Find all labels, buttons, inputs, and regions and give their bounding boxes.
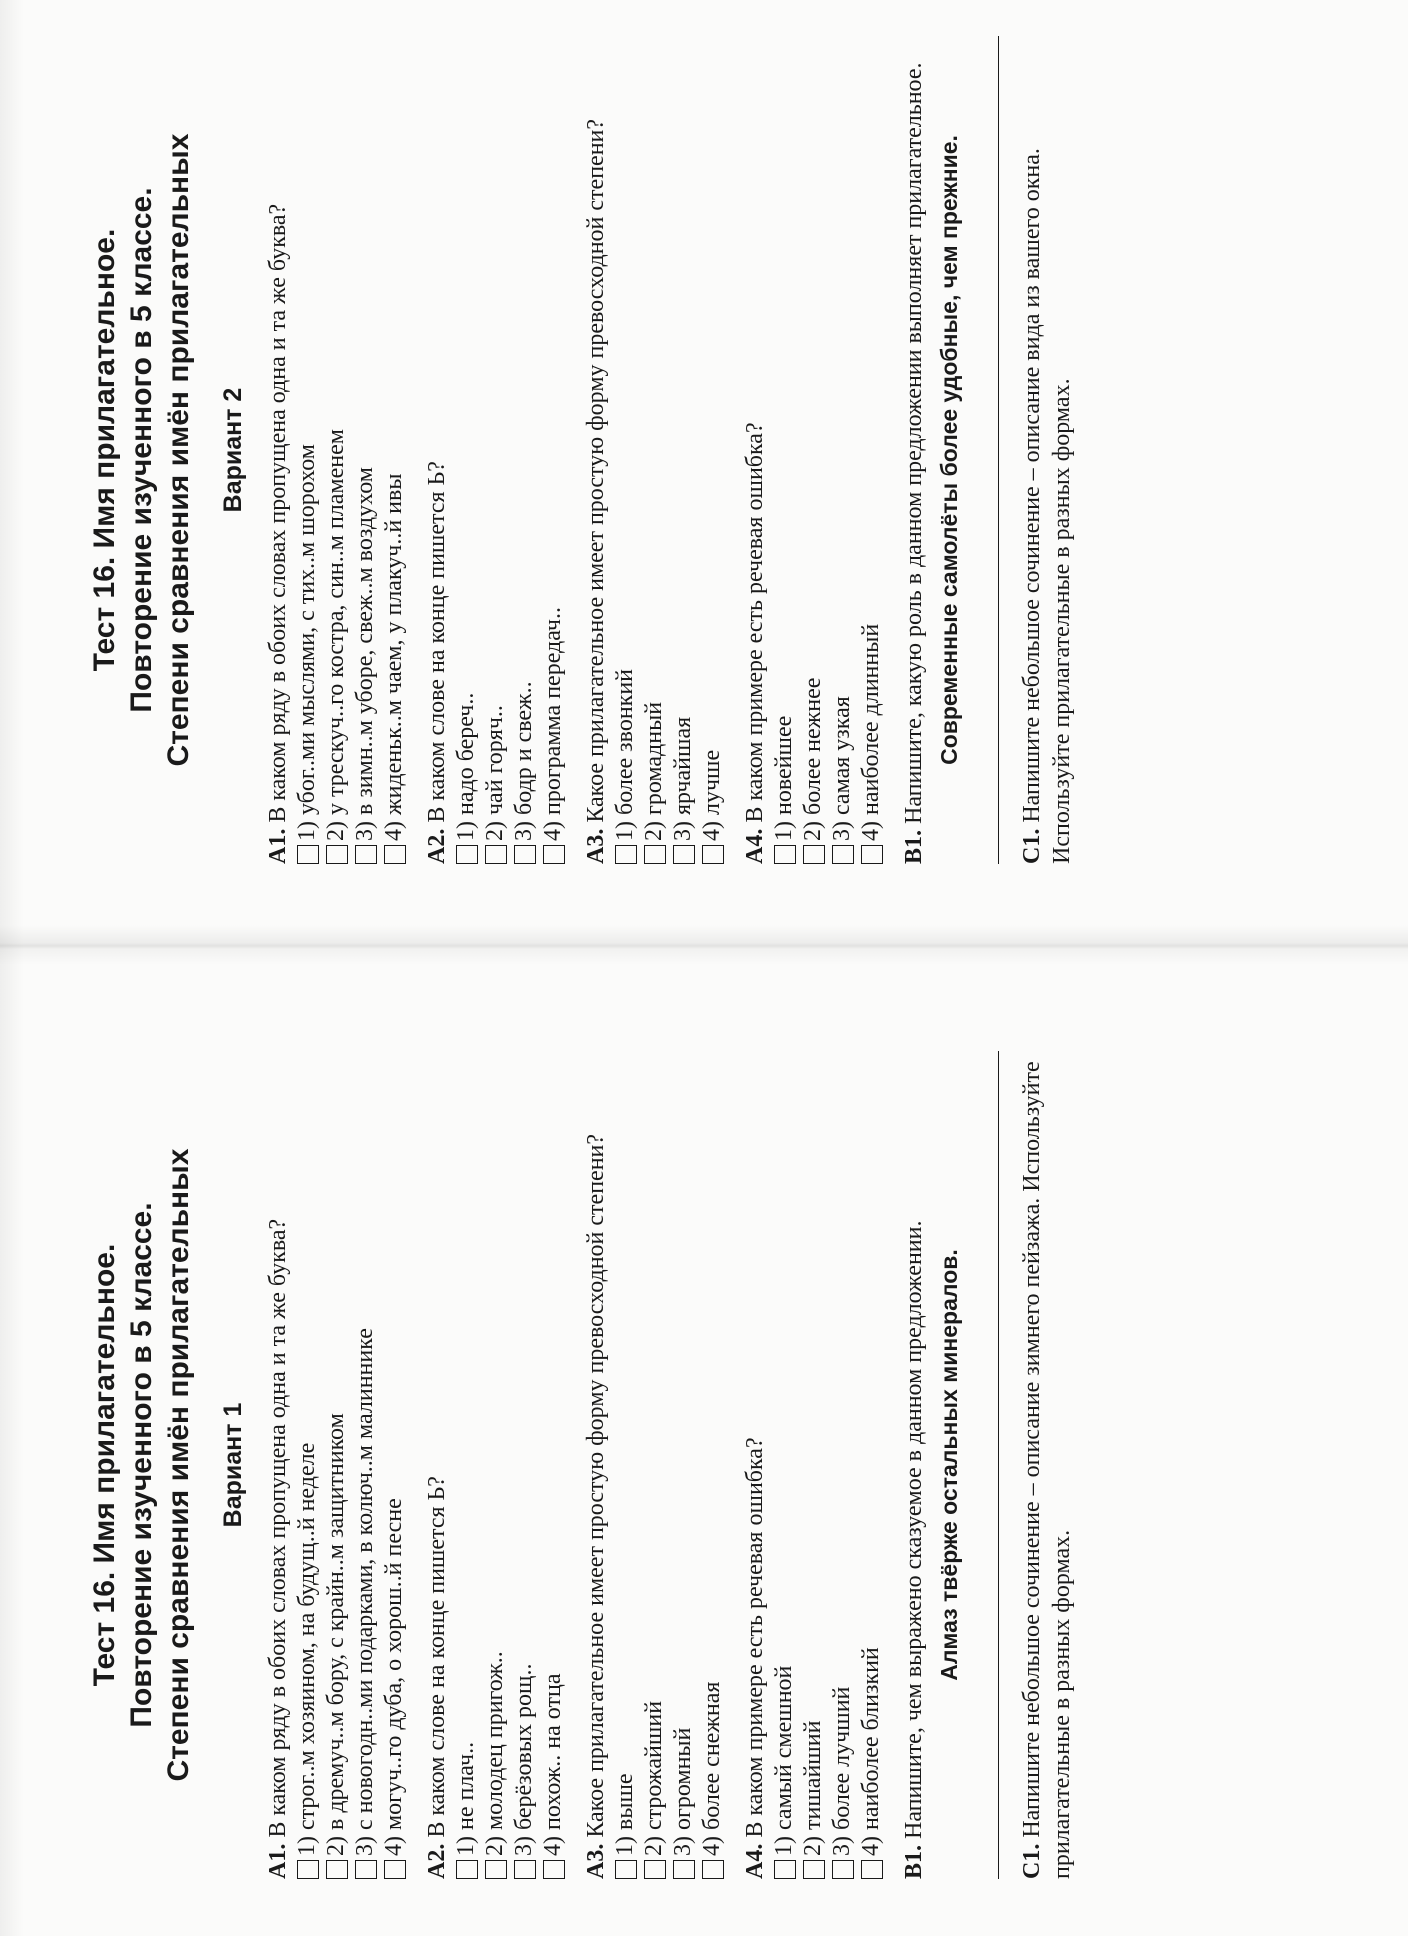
question-number: С1. (1019, 828, 1045, 864)
question-a4 (741, 1051, 886, 1879)
option-label: 3) огромный (670, 1727, 696, 1856)
option-label: 4) жиденьк..м чаем, у плакуч..й ивы (381, 473, 407, 841)
question-text (582, 36, 611, 864)
answer-option[interactable] (828, 36, 857, 864)
option-label: 2) молодец пригож.. (482, 1651, 508, 1856)
option-label: 3) бодр и свеж.. (511, 681, 537, 841)
answer-option[interactable] (669, 1051, 698, 1879)
question-body: Напишите небольшое сочинение – описание вида из вашего окна. Используйте прилагательные в разных формах. (1019, 148, 1075, 864)
option-label: 2) у трескуч..го костра, син..м пламенем (323, 429, 349, 841)
answer-option[interactable] (770, 36, 799, 864)
question-a1 (264, 1051, 409, 1879)
question-number: А1. (265, 828, 291, 864)
answer-checkbox[interactable] (673, 845, 695, 864)
question-number: А4. (742, 1843, 768, 1879)
question-number: В1. (901, 829, 927, 864)
answer-checkbox[interactable] (861, 1860, 883, 1879)
answer-option[interactable] (481, 1051, 510, 1879)
option-label: 2) в дремуч..м бору, с крайн..м защитником (323, 1413, 349, 1856)
variant-2-page (80, 10, 1200, 890)
answer-checkbox[interactable] (485, 1860, 507, 1879)
answer-checkbox[interactable] (702, 1860, 724, 1879)
page-fold (0, 925, 1408, 965)
question-number: А3. (583, 828, 609, 864)
answer-option[interactable] (640, 1051, 669, 1879)
question-c1 (1017, 36, 1077, 864)
option-label: 4) наиболее близкий (858, 1647, 884, 1856)
answer-option[interactable] (828, 1051, 857, 1879)
option-label: 1) самый смешной (771, 1665, 797, 1856)
question-body: В каком примере есть речевая ошибка? (742, 1437, 768, 1844)
answer-checkbox[interactable] (514, 845, 536, 864)
answer-option[interactable] (293, 1051, 322, 1879)
question-body: В каком слове на конце пишется Ь? (424, 1476, 450, 1844)
answer-option[interactable] (539, 36, 568, 864)
option-label: 2) тишайший (800, 1720, 826, 1856)
test-topic: Степени сравнения имён прилагательных (162, 1148, 195, 1782)
answer-checkbox[interactable] (673, 1860, 695, 1879)
option-label: 2) громадный (641, 701, 667, 841)
question-number: А2. (424, 1843, 450, 1879)
answer-checkbox[interactable] (644, 845, 666, 864)
question-text (264, 36, 293, 864)
option-label: 4) могуч..го дуба, о хорош..й песне (381, 1498, 407, 1856)
option-label: 1) строг..м хозяином, на будущ..й неделе (294, 1442, 320, 1856)
answer-option[interactable] (611, 36, 640, 864)
answer-option[interactable] (510, 36, 539, 864)
question-text (741, 36, 770, 864)
question-number: В1. (901, 1844, 927, 1879)
question-body: В каком ряду в обоих словах пропущена одна и та же буква? (265, 203, 291, 829)
option-label: 4) лучше (699, 749, 725, 841)
answer-option[interactable] (698, 36, 727, 864)
answer-checkbox[interactable] (615, 845, 637, 864)
question-body: В каком слове на конце пишется Ь? (424, 461, 450, 829)
question-body: Какое прилагательное имеет простую форму превосходной степени? (583, 1133, 609, 1844)
answer-checkbox[interactable] (774, 845, 796, 864)
question-number: А1. (265, 1843, 291, 1879)
question-body: Напишите небольшое сочинение – описание зимнего пейзажа. Используйте прилагательные в разных формах. (1019, 1061, 1075, 1879)
question-b1 (900, 36, 964, 864)
answer-checkbox[interactable] (543, 845, 565, 864)
question-body: Напишите, какую роль в данном предложении выполняет прилагательное. (901, 62, 927, 830)
option-label: 1) выше (612, 1773, 638, 1856)
test-title: Тест 16. Имя прилагательное. (88, 228, 121, 672)
answer-line (998, 1051, 999, 1879)
answer-line (998, 36, 999, 864)
question-a3 (582, 1051, 727, 1879)
answer-option[interactable] (452, 1051, 481, 1879)
scan-edge-shadow (0, 0, 24, 1936)
question-number: А2. (424, 828, 450, 864)
question-a2 (423, 36, 568, 864)
answer-option[interactable] (351, 36, 380, 864)
option-label: 4) похож.. на отца (540, 1673, 566, 1856)
answer-checkbox[interactable] (543, 1860, 565, 1879)
answer-checkbox[interactable] (326, 845, 348, 864)
answer-checkbox[interactable] (803, 1860, 825, 1879)
option-label: 1) не плач.. (453, 1741, 479, 1856)
answer-option[interactable] (669, 36, 698, 864)
answer-option[interactable] (293, 36, 322, 864)
question-number: А4. (742, 828, 768, 864)
question-a3 (582, 36, 727, 864)
test-subtitle: Повторение изученного в 5 классе. (125, 187, 158, 713)
answer-checkbox[interactable] (355, 845, 377, 864)
answer-option[interactable] (322, 36, 351, 864)
question-a1 (264, 36, 409, 864)
question-text (900, 36, 929, 864)
answer-option[interactable] (351, 1051, 380, 1879)
answer-checkbox[interactable] (456, 845, 478, 864)
answer-checkbox[interactable] (355, 1860, 377, 1879)
answer-checkbox[interactable] (326, 1860, 348, 1879)
answer-option[interactable] (380, 36, 409, 864)
question-number: С1. (1019, 1843, 1045, 1879)
answer-option[interactable] (322, 1051, 351, 1879)
option-label: 3) ярчайшая (670, 716, 696, 841)
answer-option[interactable] (640, 36, 669, 864)
answer-checkbox[interactable] (615, 1860, 637, 1879)
variant-label: Вариант 2 (219, 387, 247, 513)
question-body: В каком примере есть речевая ошибка? (742, 422, 768, 829)
option-label: 1) более звонкий (612, 668, 638, 841)
answer-option[interactable] (380, 1051, 409, 1879)
test-title: Тест 16. Имя прилагательное. (88, 1243, 121, 1687)
question-a4 (741, 36, 886, 864)
answer-option[interactable] (770, 1051, 799, 1879)
answer-option[interactable] (510, 1051, 539, 1879)
answer-option[interactable] (799, 1051, 828, 1879)
answer-checkbox[interactable] (297, 1860, 319, 1879)
variant-label: Вариант 1 (219, 1402, 247, 1528)
question-text (423, 1051, 452, 1879)
answer-checkbox[interactable] (832, 1860, 854, 1879)
answer-checkbox[interactable] (803, 845, 825, 864)
answer-option[interactable] (481, 36, 510, 864)
option-label: 1) убог..ми мыслями, с тих..м шорохом (294, 444, 320, 841)
test-topic: Степени сравнения имён прилагательных (162, 133, 195, 767)
question-text (582, 1051, 611, 1879)
answer-checkbox[interactable] (514, 1860, 536, 1879)
answer-checkbox[interactable] (485, 845, 507, 864)
option-label: 4) программа передач.. (540, 607, 566, 841)
question-body: Какое прилагательное имеет простую форму превосходной степени? (583, 118, 609, 829)
question-b1 (900, 1051, 964, 1879)
question-text (264, 1051, 293, 1879)
option-label: 4) более снежная (699, 1681, 725, 1856)
option-label: 3) более лучший (829, 1686, 855, 1856)
option-label: 4) наиболее длинный (858, 623, 884, 841)
question-number: А3. (583, 1843, 609, 1879)
answer-checkbox[interactable] (861, 845, 883, 864)
example-sentence: Современные самолёты более удобные, чем прежние. (936, 135, 962, 765)
question-a2 (423, 1051, 568, 1879)
question-text (741, 1051, 770, 1879)
answer-option[interactable] (698, 1051, 727, 1879)
answer-option[interactable] (539, 1051, 568, 1879)
variant-1-page (80, 1025, 1200, 1905)
option-label: 2) строжайший (641, 1700, 667, 1856)
option-label: 3) самая узкая (829, 696, 855, 841)
option-label: 3) берёзовых рощ.. (511, 1663, 537, 1856)
answer-checkbox[interactable] (384, 845, 406, 864)
test-subtitle: Повторение изученного в 5 классе. (125, 1202, 158, 1728)
answer-checkbox[interactable] (702, 845, 724, 864)
example-sentence: Алмаз твёрже остальных минералов. (936, 1249, 962, 1681)
answer-checkbox[interactable] (832, 845, 854, 864)
question-body: Напишите, чем выражено сказуемое в данном предложении. (901, 1220, 927, 1845)
option-label: 2) чай горяч.. (482, 705, 508, 841)
answer-option[interactable] (857, 1051, 886, 1879)
option-label: 3) с новогодн..ми подарками, в колюч..м малиннике (352, 1328, 378, 1856)
answer-checkbox[interactable] (456, 1860, 478, 1879)
answer-option[interactable] (611, 1051, 640, 1879)
answer-option[interactable] (857, 36, 886, 864)
option-label: 3) в зимн..м уборе, свеж..м воздухом (352, 467, 378, 841)
answer-checkbox[interactable] (774, 1860, 796, 1879)
question-text (423, 36, 452, 864)
answer-checkbox[interactable] (384, 1860, 406, 1879)
question-text (900, 1051, 929, 1879)
answer-checkbox[interactable] (644, 1860, 666, 1879)
option-label: 1) новейшее (771, 715, 797, 841)
option-label: 2) более нежнее (800, 677, 826, 841)
answer-checkbox[interactable] (297, 845, 319, 864)
answer-option[interactable] (799, 36, 828, 864)
question-c1 (1017, 1051, 1077, 1879)
option-label: 1) надо береч.. (453, 692, 479, 841)
answer-option[interactable] (452, 36, 481, 864)
question-body: В каком ряду в обоих словах пропущена одна и та же буква? (265, 1218, 291, 1844)
